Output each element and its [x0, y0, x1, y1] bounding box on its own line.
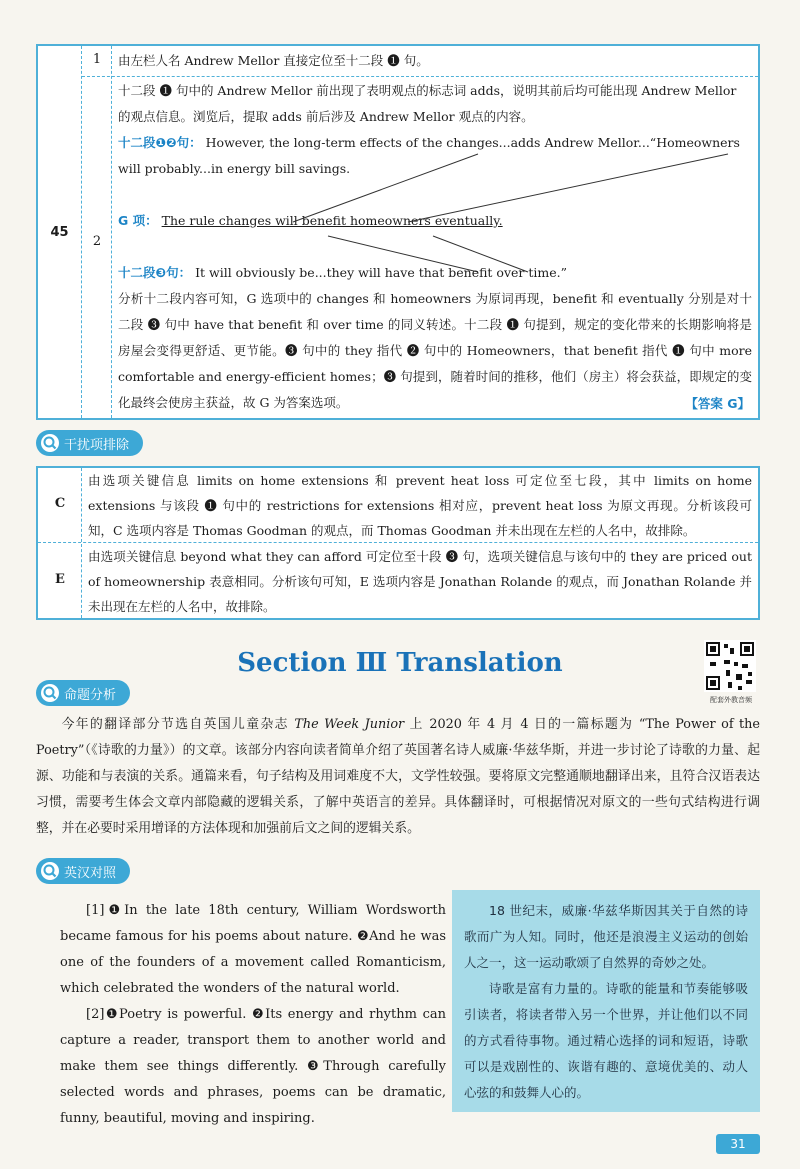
- chinese-paragraph-1: 18 世纪末，威廉·华兹华斯因其关于自然的诗歌而广为人知。同时，他还是浪漫主义运动的创始人之一，这一运动歌颂了自然界的奇妙之处。: [464, 903, 748, 970]
- step-2-analysis: 分析十二段内容可知，G 选项中的 changes 和 homeowners 为原词再现，benefit 和 eventually 分别是对十二段 ❸ 句中 have that benefit 和 over time 的同义转述。十二段 ❶ 句提到，规定的变化带来的长期影响将是房屋会变得更舒适、更节能。❸ 句中的 they 指代 ❷ 句中的 Homeowners，that benefit 指代 ❶ 句中 more comfortable and energy-efficient homes；❸ 句提到，随着时间的推移，他们（房主）将会获益，即规定的变化最终会使房主获益，故 G 为答案选项。: [118, 291, 752, 410]
- page-number: 31: [716, 1134, 760, 1154]
- distractor-header-label: 干扰项排除: [64, 437, 130, 453]
- analysis-text-2: 上 2020 年 4 月 4 日的一篇标题为 “The Power of the Poetry”（《诗歌的力量》）的文章。该部分内容向读者简单介绍了英国著名诗人威廉·华兹华斯，并进一步讨论了诗歌的力量、起源、功能和与表演的关系。通篇来看，句子结构及用词难度不大，文学性较强。要将原文完整通顺地翻译出来，且符合汉语表达习惯，需要考生体会文章内部隐藏的逻辑关系，了解中英语言的差异。具体翻译时，可根据情况对原文的一些句式结构进行调整，并在必要时采用增译的方法体现和加强前后文之间的逻辑关系。: [36, 717, 760, 836]
- distractor-header: [36, 430, 143, 456]
- chinese-column: [452, 890, 760, 1112]
- magnifier-icon: [40, 683, 60, 703]
- compare-header: [36, 858, 130, 884]
- analysis-header: [36, 680, 130, 706]
- quote-2-label: 十二段❸句：: [118, 265, 192, 280]
- distractor-table: [36, 466, 760, 620]
- quote-1-label: 十二段❶❷句：: [118, 135, 202, 150]
- analysis-paragraph: [36, 712, 760, 842]
- chinese-paragraph-2: 诗歌是富有力量的。诗歌的能量和节奏能够吸引读者，将读者带入另一个世界，并让他们以不同的方式看待事物。通过精心选择的词和短语，诗歌可以是戏剧性的、诙谐有趣的、意境优美的、动人心弦的和鼓舞人心的。: [464, 981, 748, 1100]
- step-1-text: 由左栏人名 Andrew Mellor 直接定位至十二段 ❶ 句。: [118, 53, 429, 68]
- magnifier-icon: [40, 433, 60, 453]
- compare-header-label: 英汉对照: [64, 865, 117, 881]
- qr-caption: 配套外教音频: [710, 696, 752, 704]
- magazine-title: The Week Junior: [294, 717, 405, 732]
- analysis-text-1: 今年的翻译部分节选自英国儿童杂志: [61, 717, 295, 732]
- magnifier-icon: [40, 861, 60, 881]
- answer-tag: 【答案 G】: [685, 396, 750, 411]
- quote-2: [118, 260, 752, 286]
- option-g-text: The rule changes will benefit homeowners eventually.: [161, 213, 503, 228]
- question-number: 45: [38, 46, 82, 418]
- english-paragraph-1: [1]❶In the late 18th century, William Wordsworth became famous for his poems about nature. ❷And he was one of the founders of a movement called Romanticism, which celebrated the wonders of the natural world.: [60, 903, 446, 996]
- english-paragraph-2: [2]❶Poetry is powerful. ❷Its energy and rhythm can capture a reader, transport them to another world and make them see things differently. ❸Through carefully selected words and phrases, poems can be dramatic, funny, beautiful, moving and inspiring.: [60, 1007, 446, 1126]
- option-letter-c: C: [54, 496, 66, 511]
- option-g-label: G 项：: [118, 213, 158, 228]
- question-45-table: [36, 44, 760, 420]
- qr-code-icon[interactable]: [704, 640, 756, 692]
- option-e-explanation: 由选项关键信息 beyond what they can afford 可定位至十段 ❸ 句，选项关键信息与该句中的 they are priced out of homeownership 表意相同。分析该句可知，E 选项内容是 Jonathan Rolande 的观点，而 Jonathan Rolande 并未出现在左栏的人名中，故排除。: [88, 549, 752, 614]
- step-number-2: 2: [92, 234, 102, 249]
- step-2-intro: 十二段 ❶ 句中的 Andrew Mellor 前出现了表明观点的标志词 adds，说明其前后均可能出现 Andrew Mellor 的观点信息。浏览后，提取 adds 前后涉及 Andrew Mellor 观点的内容。: [118, 83, 737, 124]
- section-title: Section Ⅲ Translation: [237, 648, 563, 678]
- step-number-1: 1: [92, 52, 102, 67]
- option-letter-e: E: [55, 572, 65, 587]
- letter-column: [38, 468, 82, 618]
- quote-2-text: It will obviously be...they will have that benefit over time.”: [195, 265, 567, 280]
- analysis-header-label: 命题分析: [64, 687, 117, 703]
- option-c-explanation: 由选项关键信息 limits on home extensions 和 prevent heat loss 可定位至七段，其中 limits on home extensions 与该段 ❶ 句中的 restrictions for extensions 相对应，prevent heat loss 为原文再现。分析该段可知，C 选项内容是 Thomas Goodman 的观点，而 Thomas Goodman 并未出现在左栏的人名中，故排除。: [88, 473, 752, 538]
- english-column: [60, 898, 446, 1132]
- quote-1-text: However, the long-term effects of the changes...adds Andrew Mellor...“Homeowners will probably...in energy bill savings.: [118, 135, 740, 176]
